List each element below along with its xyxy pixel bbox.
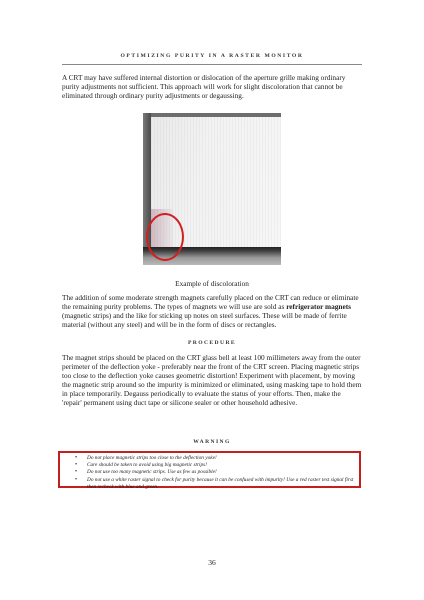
bullet-icon: • bbox=[75, 455, 78, 461]
magnets-bold-term: refrigerator magnets bbox=[286, 302, 351, 311]
figure-caption: Example of discoloration bbox=[175, 279, 249, 288]
procedure-heading: PROCEDURE bbox=[187, 340, 237, 346]
magnets-text-after: (magnetic strips) and the like for sticking up notes on steel surfaces. These will be made of ferrite material (without any steel) and will be in the form of discs or rectangles. bbox=[62, 311, 347, 329]
running-header: OPTIMIZING PURITY IN A RASTER MONITOR bbox=[120, 53, 304, 59]
header-rule bbox=[62, 64, 362, 65]
warning-item-text: Do not use too many magnetic strips. Use as few as possible! bbox=[87, 469, 217, 476]
warning-item bbox=[60, 477, 355, 491]
page-number: 36 bbox=[208, 558, 216, 567]
bullet-icon: • bbox=[75, 462, 78, 469]
warning-item-text: Care should be taken to avoid using big magnetic strips! bbox=[87, 462, 208, 469]
magnets-paragraph bbox=[62, 293, 362, 329]
warning-item-text: Do not place magnetic strips too close to the deflection yoke! bbox=[87, 455, 217, 461]
magnets-text-before: The addition of some moderate strength magnets carefully placed on the CRT can reduce or eliminate the remaining purity problems. The types of magnets we will use are sold as bbox=[62, 293, 359, 311]
warning-box bbox=[58, 451, 361, 488]
red-highlight-circle bbox=[146, 213, 184, 261]
bullet-icon: • bbox=[75, 469, 78, 476]
procedure-paragraph: The magnet strips should be placed on the CRT glass bell at least 100 millimeters away from the outer perimeter of the deflection yoke - preferably near the front of the CRT screen. Placing magnetic strips too close to the deflection yoke causes geometric distortion! Experiment with placement, by moving the magnetic strip around so the impurity is minimized or eliminated, using masking tape to hold them in place temporarily. Degauss periodically to evaluate the status of your efforts. Then, make the 'repair' permanent using duct tape or silicone sealer or other household adhesive. bbox=[62, 353, 362, 407]
intro-paragraph: A CRT may have suffered internal distortion or dislocation of the aperture grille making ordinary purity adjustments not sufficient. This approach will work for slight discoloration that cannot be eliminated through ordinary purity adjustments or degaussing. bbox=[62, 73, 346, 100]
warning-list bbox=[60, 455, 355, 491]
warning-heading: WARNING bbox=[193, 439, 231, 445]
warning-item bbox=[60, 469, 355, 476]
bullet-icon: • bbox=[75, 476, 78, 483]
warning-item bbox=[60, 455, 355, 462]
warning-item-text: Do not use a white raster signal to check for purity because it can be confused with impurity! Use a red raster test signal first then recheck with blue and green. bbox=[87, 476, 354, 490]
